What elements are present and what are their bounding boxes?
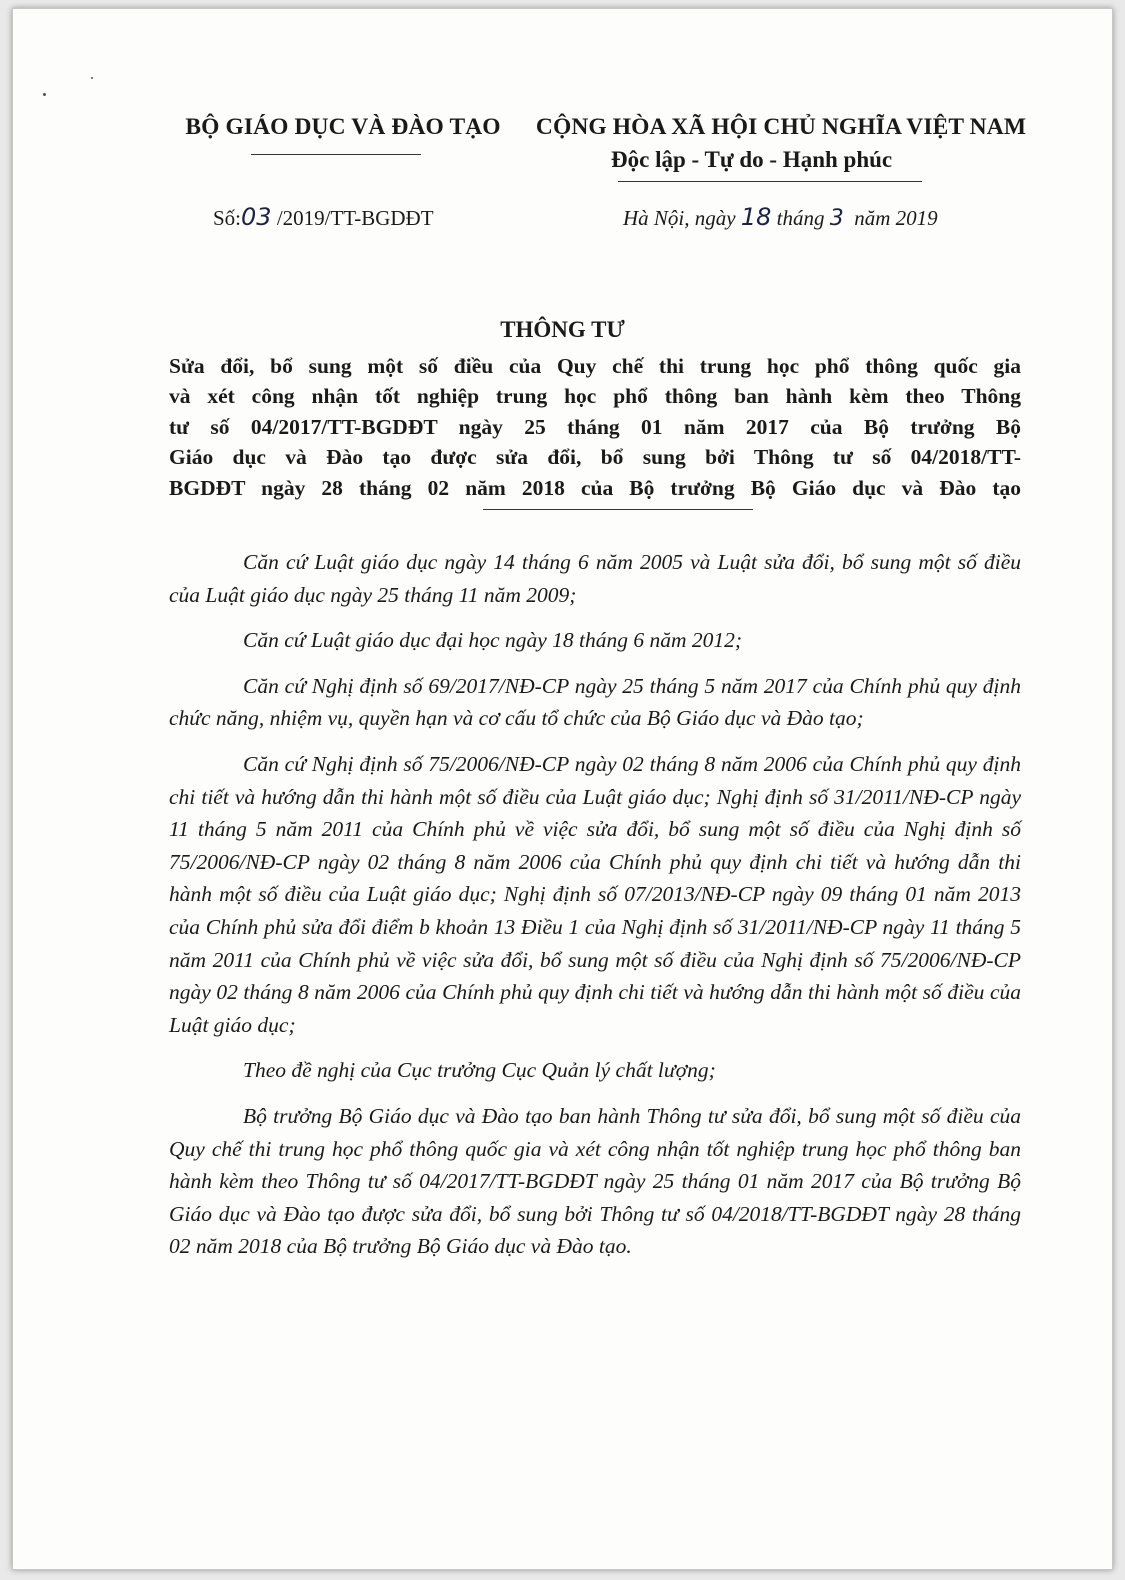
country-name: CỘNG HÒA XÃ HỘI CHỦ NGHĨA VIỆT NAM [535, 114, 1027, 140]
motto-underline [618, 181, 922, 182]
document-body [169, 546, 1021, 1276]
subtitle-line: Giáo dục và Đào tạo được sửa đổi, bổ sung bởi Thông tư số 04/2018/TT- [169, 445, 1021, 470]
body-paragraph: Bộ trưởng Bộ Giáo dục và Đào tạo ban hành Thông tư sửa đổi, bổ sung một số điều của Quy chế thi trung học phổ thông quốc gia và xét công nhận tốt nghiệp trung học phổ thông ban hành kèm theo Thông tư số 04/2017/TT-BGDĐT ngày 25 tháng 01 năm 2017 của Bộ trưởng Bộ Giáo dục và Đào tạo được sửa đổi, bổ sung bởi Thông tư số 04/2018/TT-BGDĐT ngày 28 tháng 02 năm 2018 của Bộ trưởng Bộ Giáo dục và Đào tạo. [169, 1103, 1021, 1259]
subtitle-underline [483, 509, 753, 510]
date-line [623, 203, 938, 231]
handwritten-day: 18 [740, 203, 772, 231]
body-paragraph: Căn cứ Nghị định số 75/2006/NĐ-CP ngày 02 tháng 8 năm 2006 của Chính phủ quy định chi tiết và hướng dẫn thi hành một số điều của Luật giáo dục; Nghị định số 31/2011/NĐ-CP ngày 11 tháng 5 năm 2011 của Chính phủ về việc sửa đổi, bổ sung một số điều của Nghị định số 75/2006/NĐ-CP ngày 02 tháng 8 năm 2006 của Chính phủ quy định chi tiết và hướng dẫn thi hành một số điều của Luật giáo dục; Nghị định số 07/2013/NĐ-CP ngày 09 tháng 01 năm 2013 của Chính phủ sửa đổi điểm b khoản 13 Điều 1 của Nghị định số 31/2011/NĐ-CP ngày 11 tháng 5 năm 2011 của Chính phủ về việc sửa đổi, bổ sung một số điều của Nghị định số 75/2006/NĐ-CP ngày 02 tháng 8 năm 2006 của Chính phủ quy định chi tiết và hướng dẫn thi hành một số điều của Luật giáo dục; [169, 751, 1021, 1037]
doc-number-prefix: Số: [213, 206, 242, 230]
ministry-underline [251, 154, 421, 155]
body-paragraph: Căn cứ Nghị định số 69/2017/NĐ-CP ngày 25 tháng 5 năm 2017 của Chính phủ quy định chức năng, nhiệm vụ, quyền hạn và cơ cấu tổ chức của Bộ Giáo dục và Đào tạo; [169, 673, 1021, 731]
subtitle-line: tư số 04/2017/TT-BGDĐT ngày 25 tháng 01 năm 2017 của Bộ trưởng Bộ [169, 414, 1021, 439]
date-place-prefix: Hà Nội, ngày [623, 206, 736, 230]
document-number [213, 203, 434, 231]
document-subtitle [169, 351, 1021, 503]
body-paragraph: Theo đề nghị của Cục trưởng Cục Quản lý chất lượng; [243, 1058, 716, 1083]
scan-speck [43, 93, 46, 96]
country-header [521, 114, 1041, 173]
ministry-name: BỘ GIÁO DỤC VÀ ĐÀO TẠO [185, 114, 501, 140]
scan-speck [91, 77, 93, 79]
doc-number-suffix: /2019/TT-BGDĐT [276, 206, 434, 230]
subtitle-line: BGDĐT ngày 28 tháng 02 năm 2018 của Bộ trưởng Bộ Giáo dục và Đào tạo [169, 475, 1021, 500]
body-paragraph: Căn cứ Luật giáo dục đại học ngày 18 tháng 6 năm 2012; [243, 628, 743, 653]
document-page [12, 8, 1113, 1570]
subtitle-line: và xét công nhận tốt nghiệp trung học phổ thông ban hành kèm theo Thông [169, 384, 1021, 409]
handwritten-month: 3 [829, 206, 844, 231]
ministry-header [173, 114, 513, 141]
document-title: THÔNG TƯ [500, 317, 625, 342]
body-paragraph: Căn cứ Luật giáo dục ngày 14 tháng 6 năm 2005 và Luật sửa đổi, bổ sung một số điều của Luật giáo dục ngày 25 tháng 11 năm 2009; [169, 550, 1021, 607]
date-month-label: tháng [776, 206, 825, 230]
national-motto: Độc lập - Tự do - Hạnh phúc [611, 147, 893, 172]
subtitle-line: Sửa đổi, bổ sung một số điều của Quy chế thi trung học phổ thông quốc gia [169, 354, 1021, 378]
handwritten-doc-number: 03 [241, 203, 272, 231]
date-year: năm 2019 [854, 206, 938, 230]
